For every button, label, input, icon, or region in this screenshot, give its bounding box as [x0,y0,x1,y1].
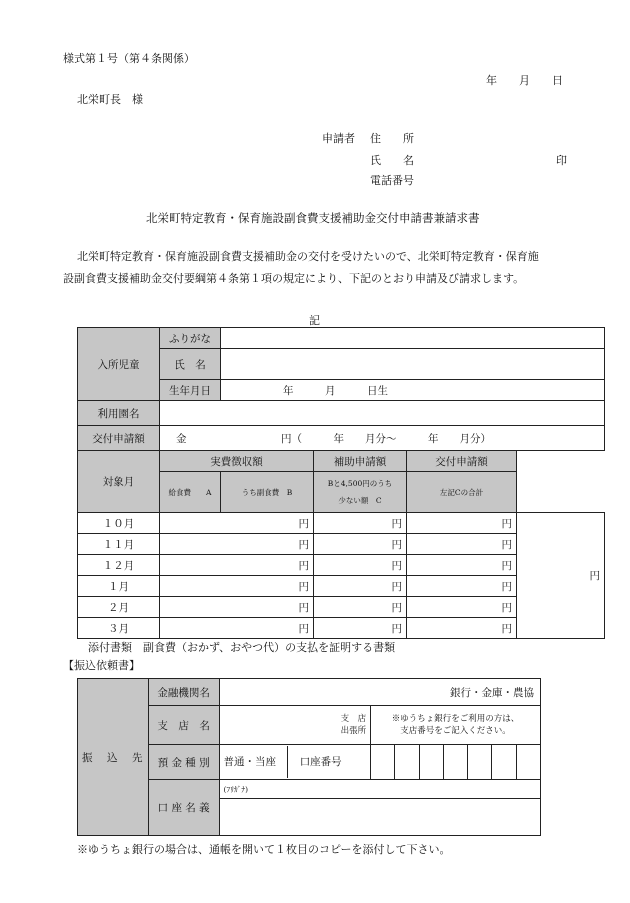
amount-c-6[interactable]: 円 [407,618,517,639]
account-digit-1[interactable] [371,745,395,780]
branch-office: 出張所 [340,726,367,736]
amount-a-1[interactable]: 円 [160,513,314,534]
child-name-input[interactable] [221,349,605,380]
date-field: 年 月 日 [486,74,563,87]
applicant-label: 申請者 [322,132,355,145]
account-number-label: 口座番号 [299,756,342,768]
total-amount[interactable]: 円 [517,513,605,639]
month-row-4: １月 [78,576,160,597]
account-digit-6[interactable] [492,745,516,780]
col-c-header [314,472,407,513]
body-text-line2: 設副食費支援補助金交付要綱第４条第１項の規定により、下記のとおり申請及び請求します。 [63,272,525,285]
facility-label: 利用園名 [78,401,160,426]
target-month-label: 対象月 [78,451,160,513]
birthdate-label: 生年月日 [160,380,221,401]
furigana-label: ふりがな [160,328,221,349]
amount-c-5[interactable]: 円 [407,597,517,618]
amount-c-3[interactable]: 円 [407,555,517,576]
addressee: 北栄町長 様 [77,93,143,106]
branch-label: 支 店 名 [148,706,219,745]
child-name-label: 氏 名 [160,349,221,380]
branch-type[interactable] [219,706,371,745]
amount-c-1[interactable]: 円 [407,513,517,534]
institution-value[interactable]: 銀行・金庫・農協 [219,679,541,706]
account-digit-5[interactable] [468,745,492,780]
holder-label: 口 座 名 義 [148,780,219,836]
col-a-header: 給食費 A [160,472,221,513]
child-label: 入所児童 [78,328,160,401]
amount-c-2[interactable]: 円 [407,534,517,555]
account-type-cell[interactable] [219,745,371,780]
amount-a-5[interactable]: 円 [160,597,314,618]
birthdate-value[interactable]: 年 月 日生 [221,380,605,401]
amount-b-1[interactable]: 円 [314,513,407,534]
holder-kana[interactable]: (ﾌﾘｶﾞﾅ) [219,780,541,799]
applicant-phone-label: 電話番号 [370,174,414,187]
institution-label: 金融機関名 [148,679,219,706]
applicant-address-label: 住 所 [370,132,414,145]
month-row-5: ２月 [78,597,160,618]
amount-a-3[interactable]: 円 [160,555,314,576]
col-b-header: うち副食費 B [221,472,314,513]
account-type-value[interactable]: 普通・当座 [223,756,276,768]
amount-a-2[interactable]: 円 [160,534,314,555]
month-row-6: ３月 [78,618,160,639]
transfer-label: 振 込 先 [78,679,149,836]
application-table [77,327,605,639]
month-row-3: １２月 [78,555,160,576]
amount-b-3[interactable]: 円 [314,555,407,576]
amount-b-4[interactable]: 円 [314,576,407,597]
holder-name-input[interactable] [219,799,541,836]
request-amount-label: 交付申請額 [78,426,160,451]
col-c-line2: 少ない額 C [338,496,382,505]
furigana-input[interactable] [221,328,605,349]
branch-shop: 支 店 [340,714,367,724]
facility-input[interactable] [160,401,605,426]
amount-a-6[interactable]: 円 [160,618,314,639]
amount-b-5[interactable]: 円 [314,597,407,618]
col-d-header: 左記Cの合計 [407,472,517,513]
amount-b-6[interactable]: 円 [314,618,407,639]
seal-mark: 印 [556,154,567,167]
actual-cost-header: 実費徴収額 [160,451,314,472]
month-row-2: １１月 [78,534,160,555]
col-c-line1: Bと4,500円のうち [327,479,393,488]
bank-table [77,678,541,836]
amount-a-4[interactable]: 円 [160,576,314,597]
applicant-name-label: 氏 名 [370,154,414,167]
attachment-note: 添付書類 副食費（おかず、おやつ代）の支払を証明する書類 [88,641,396,654]
account-digit-3[interactable] [419,745,443,780]
account-digit-2[interactable] [395,745,419,780]
body-text-line1: 北栄町特定教育・保育施設副食費支援補助金の交付を受けたいので、北栄町特定教育・保育施 [77,250,539,263]
yucho-note-line1: ※ゆうちょ銀行をご利用の方は、 [391,714,520,724]
form-number: 様式第１号（第４条関係） [63,52,195,65]
ki-heading: 記 [309,314,320,327]
footer-note: ※ゆうちょ銀行の場合は、通帳を開いて１枚目のコピーを添付して下さい。 [77,843,451,856]
grant-header: 交付申請額 [407,451,517,472]
yucho-note-line2: 支店番号をご記入ください。 [400,726,511,736]
bank-section-header: 【振込依頼書】 [63,659,140,672]
month-row-1: １０月 [78,513,160,534]
account-digit-4[interactable] [443,745,467,780]
request-amount-value[interactable]: 金 円（ 年 月分～ 年 月分） [160,426,605,451]
amount-b-2[interactable]: 円 [314,534,407,555]
account-type-label: 預 金 種 別 [148,745,219,780]
document-title: 北栄町特定教育・保育施設副食費支援補助金交付申請書兼請求書 [146,211,480,225]
account-digit-7[interactable] [516,745,540,780]
subsidy-header: 補助申請額 [314,451,407,472]
amount-c-4[interactable]: 円 [407,576,517,597]
yucho-note [371,706,541,745]
